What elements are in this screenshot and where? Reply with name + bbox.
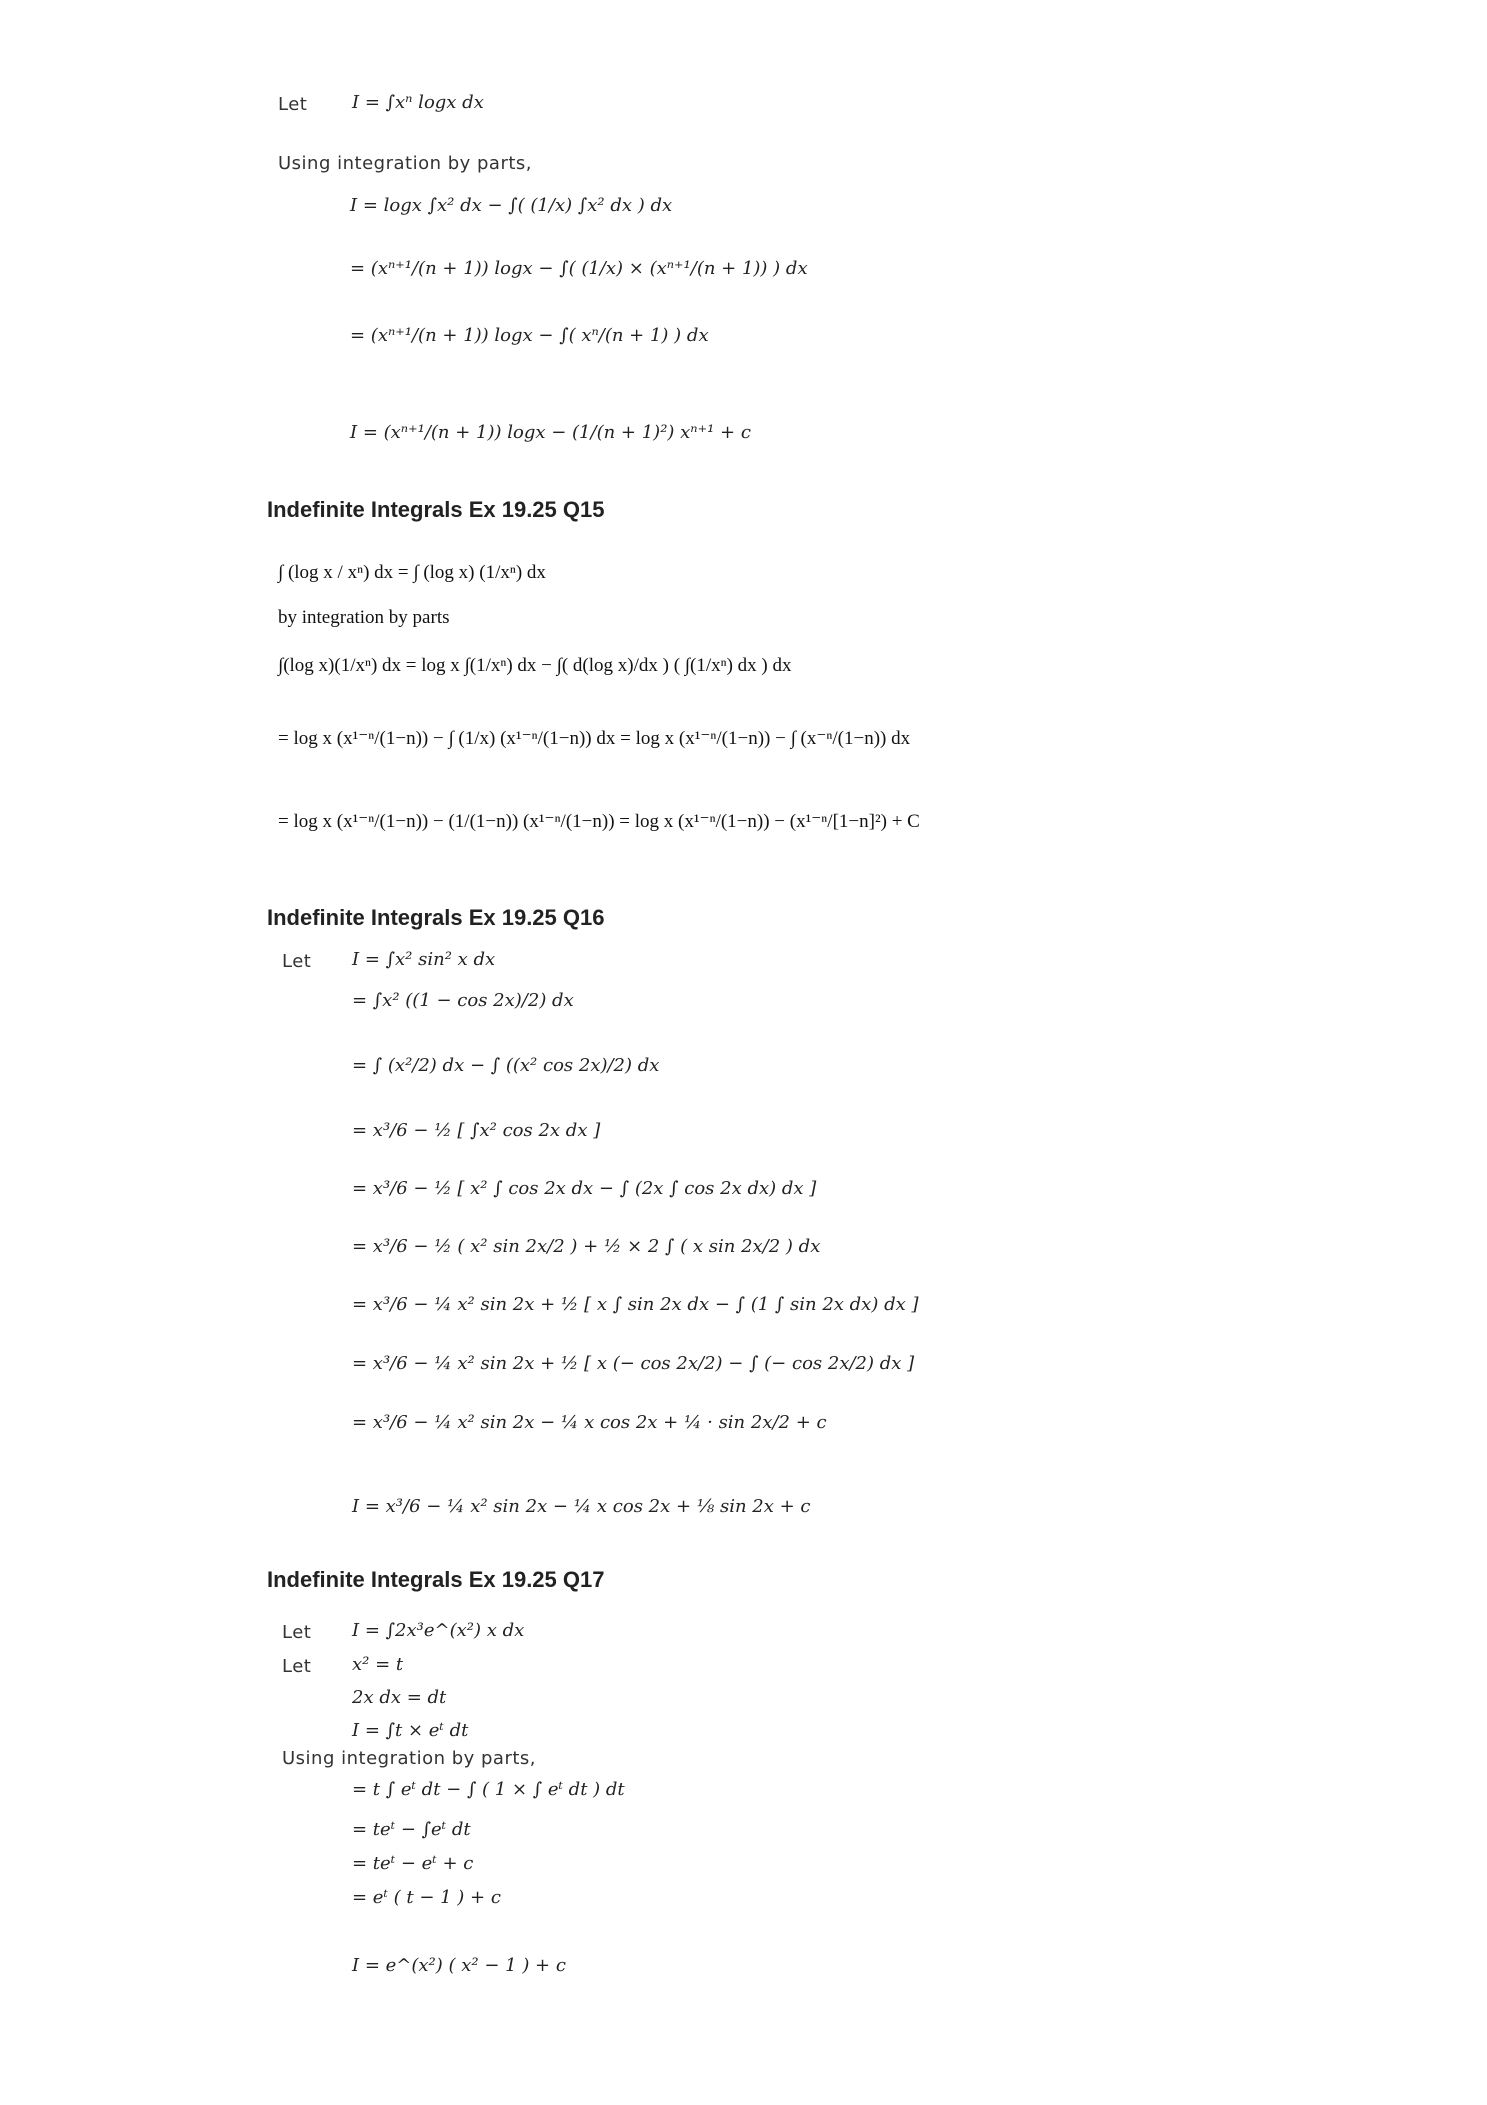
equation-step: = x³/6 − ½ ( x² sin 2x/2 ) + ½ × 2 ∫ ( x sin 2x/2 ) dx <box>352 1236 821 1257</box>
equation-result: I = e^(x²) ( x² − 1 ) + c <box>352 1955 566 1976</box>
equation-step: = ∫ (x²/2) dx − ∫ ((x² cos 2x)/2) dx <box>352 1055 660 1076</box>
integral-definition: I = ∫2x³e^(x²) x dx <box>352 1620 525 1641</box>
equation-step: = x³/6 − ¼ x² sin 2x + ½ [ x (− cos 2x/2) − ∫ (− cos 2x/2) dx ] <box>352 1353 915 1374</box>
let-label: Let <box>282 1656 312 1677</box>
let-label: Let <box>282 951 312 972</box>
integration-by-parts-label: Using integration by parts, <box>278 153 533 174</box>
substitution: x² = t <box>352 1654 404 1675</box>
substituted-integral: I = ∫t × eᵗ dt <box>352 1720 469 1741</box>
equation-step: = log x (x¹⁻ⁿ/(1−n)) − (1/(1−n)) (x¹⁻ⁿ/(1−n)) = log x (x¹⁻ⁿ/(1−n)) − (x¹⁻ⁿ/[1−n]²) + C <box>278 811 920 832</box>
section-heading-q15: Indefinite Integrals Ex 19.25 Q15 <box>267 497 605 522</box>
equation-step: = x³/6 − ¼ x² sin 2x + ½ [ x ∫ sin 2x dx − ∫ (1 ∫ sin 2x dx) dx ] <box>352 1294 919 1315</box>
equation-step: = ∫x² ((1 − cos 2x)/2) dx <box>352 990 574 1011</box>
integration-by-parts-label: Using integration by parts, <box>282 1748 537 1769</box>
equation-step: = teᵗ − eᵗ + c <box>352 1853 474 1874</box>
let-label: Let <box>282 1622 312 1643</box>
equation-step: = x³/6 − ¼ x² sin 2x − ¼ x cos 2x + ¼ · sin 2x/2 + c <box>352 1412 827 1433</box>
equation-step: I = logx ∫x² dx − ∫( (1/x) ∫x² dx ) dx <box>350 195 673 216</box>
equation-step: = (xⁿ⁺¹/(n + 1)) logx − ∫( xⁿ/(n + 1) ) dx <box>350 325 709 346</box>
equation-result: I = x³/6 − ¼ x² sin 2x − ¼ x cos 2x + ⅛ sin 2x + c <box>352 1496 811 1517</box>
equation-step: = x³/6 − ½ [ ∫x² cos 2x dx ] <box>352 1120 601 1141</box>
equation-step: = eᵗ ( t − 1 ) + c <box>352 1887 501 1908</box>
section-heading-q17: Indefinite Integrals Ex 19.25 Q17 <box>267 1567 605 1592</box>
let-label: Let <box>278 94 308 115</box>
equation-step: = log x (x¹⁻ⁿ/(1−n)) − ∫ (1/x) (x¹⁻ⁿ/(1−n)) dx = log x (x¹⁻ⁿ/(1−n)) − ∫ (x⁻ⁿ/(1−n)) dx <box>278 728 911 749</box>
equation-step: = teᵗ − ∫eᵗ dt <box>352 1819 471 1840</box>
equation-intro: ∫ (log x / xⁿ) dx = ∫ (log x) (1/xⁿ) dx <box>278 562 546 583</box>
equation-step: ∫(log x)(1/xⁿ) dx = log x ∫(1/xⁿ) dx − ∫( d(log x)/dx ) ( ∫(1/xⁿ) dx ) dx <box>278 655 792 676</box>
integration-by-parts-label: by integration by parts <box>278 607 450 628</box>
integral-definition: I = ∫xⁿ logx dx <box>352 92 484 113</box>
equation-result: I = (xⁿ⁺¹/(n + 1)) logx − (1/(n + 1)²) xⁿ⁺¹ + c <box>350 422 751 443</box>
equation-step: = x³/6 − ½ [ x² ∫ cos 2x dx − ∫ (2x ∫ cos 2x dx) dx ] <box>352 1178 817 1199</box>
substitution-differential: 2x dx = dt <box>352 1687 447 1708</box>
equation-step: = t ∫ eᵗ dt − ∫ ( 1 × ∫ eᵗ dt ) dt <box>352 1779 625 1800</box>
section-heading-q16: Indefinite Integrals Ex 19.25 Q16 <box>267 905 605 930</box>
integral-definition: I = ∫x² sin² x dx <box>352 949 496 970</box>
equation-step: = (xⁿ⁺¹/(n + 1)) logx − ∫( (1/x) × (xⁿ⁺¹/(n + 1)) ) dx <box>350 258 808 279</box>
